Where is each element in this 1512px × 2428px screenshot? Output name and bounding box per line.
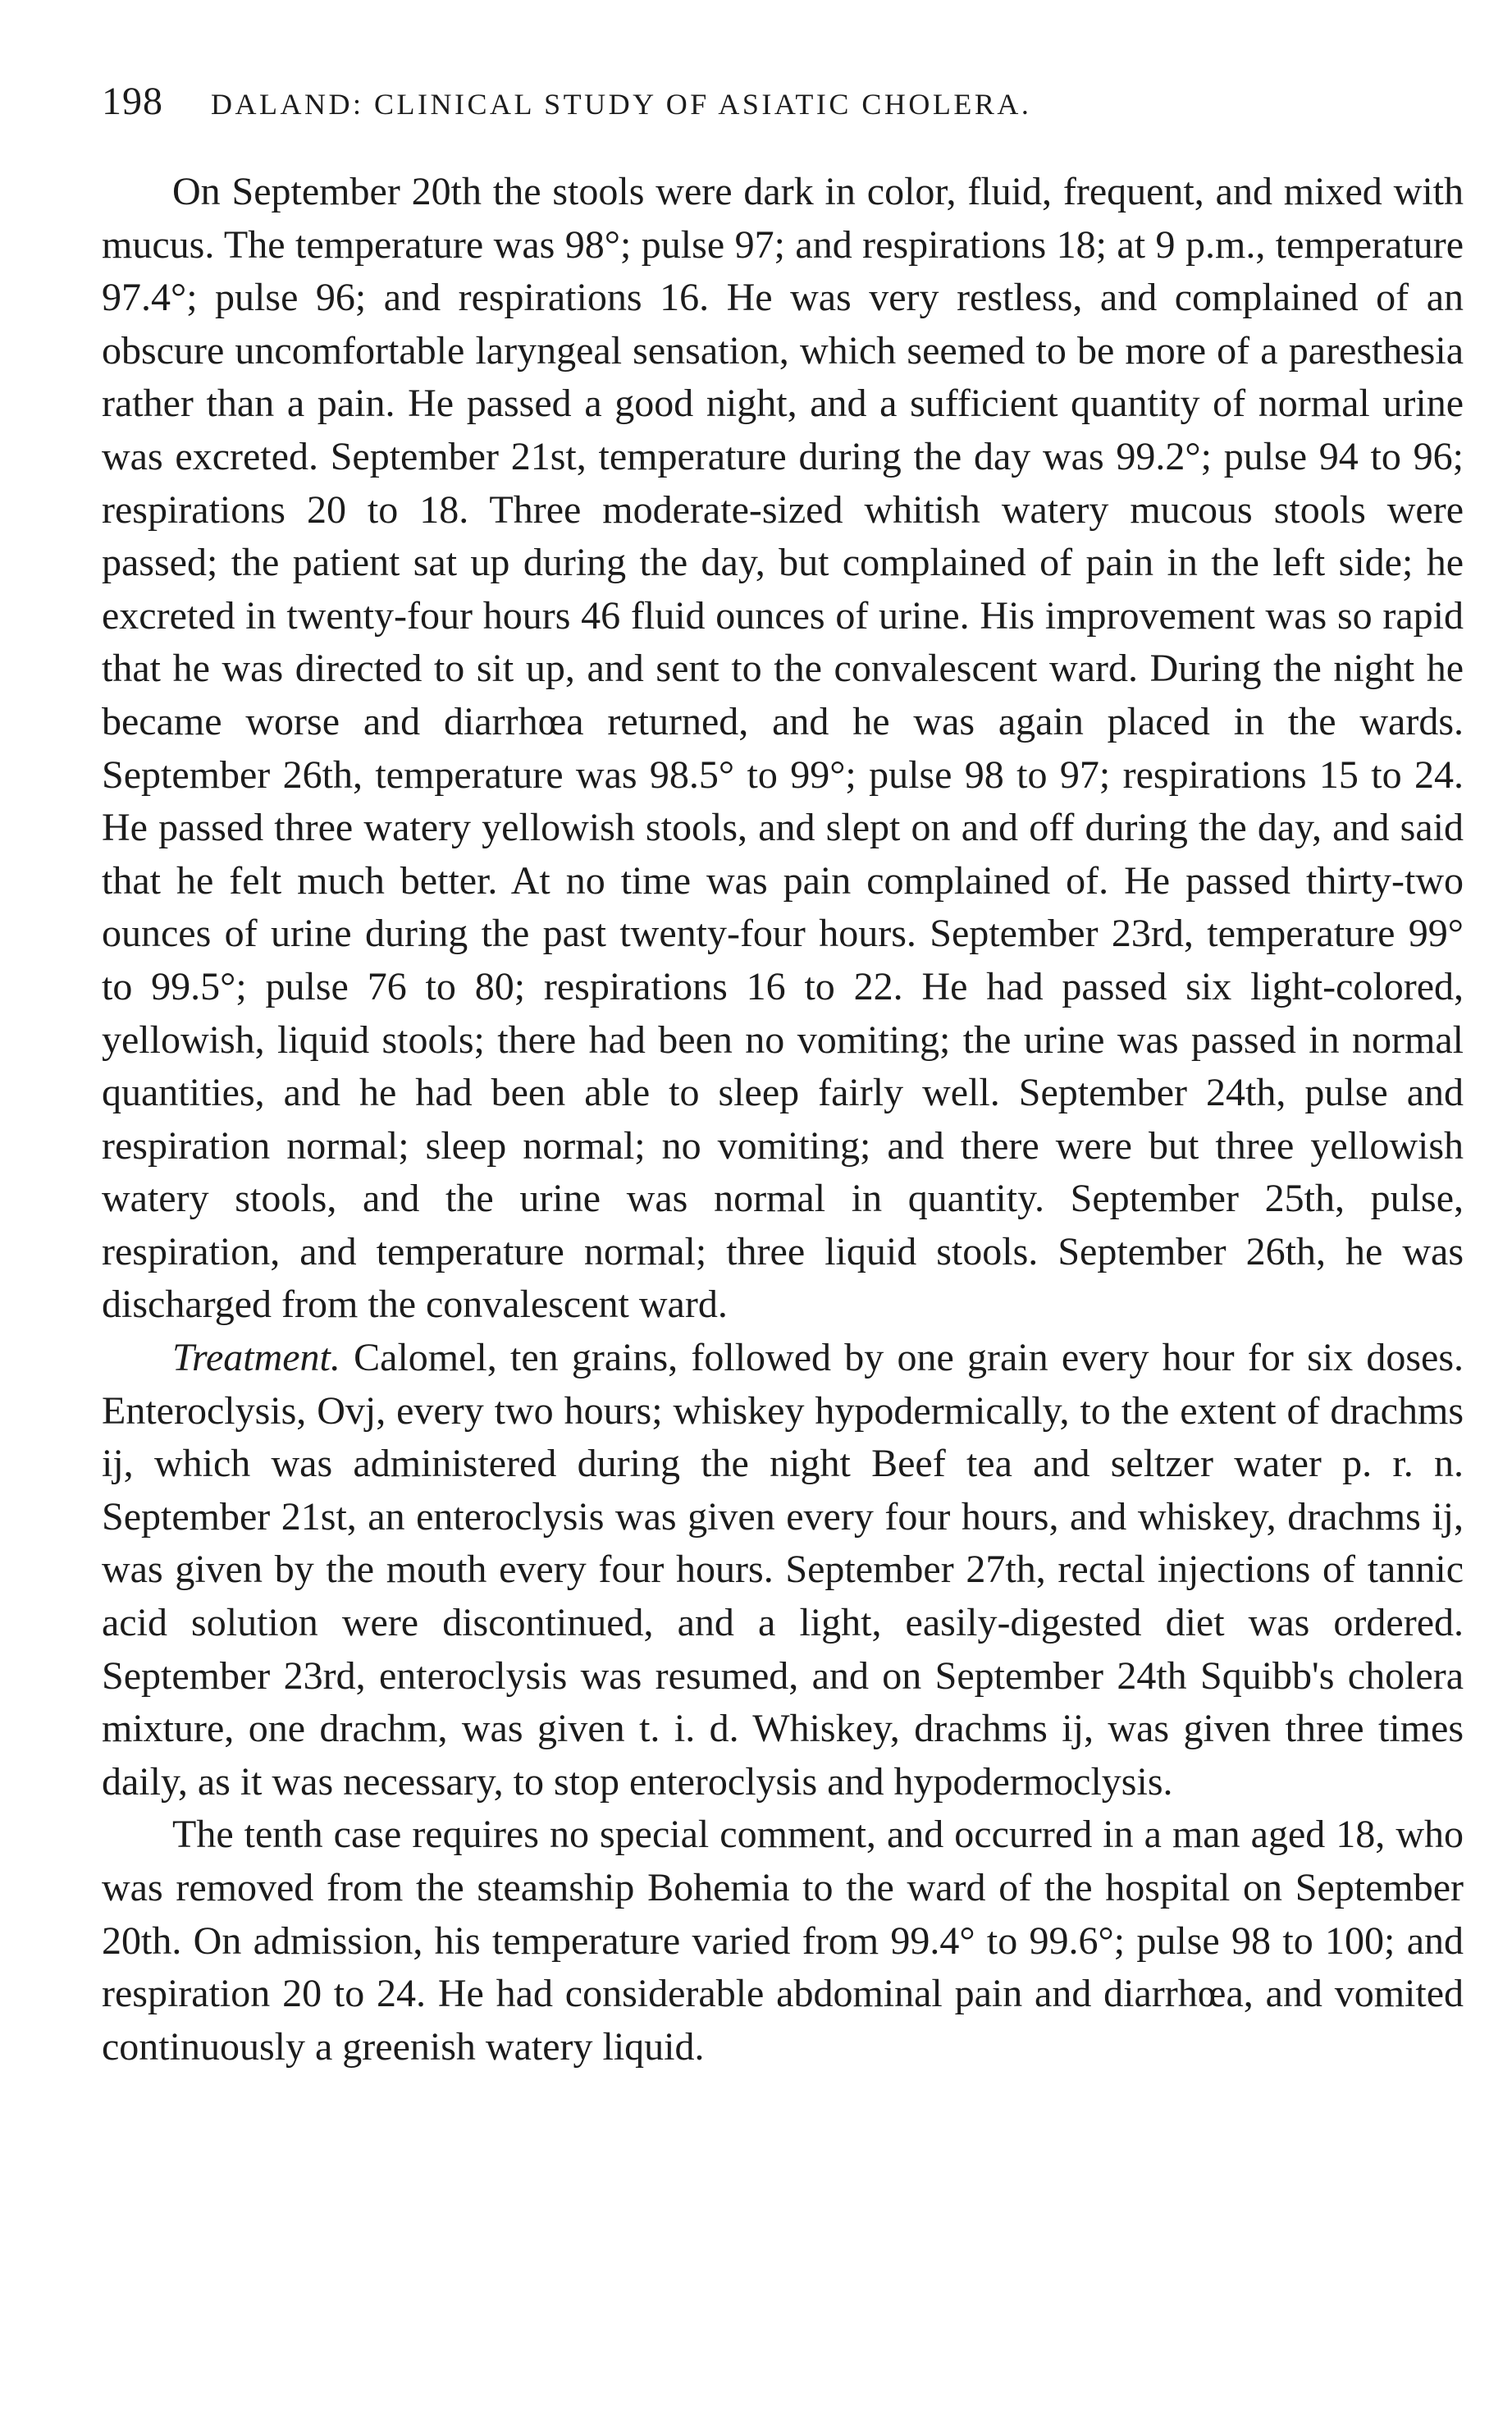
treatment-label: Treatment. — [172, 1336, 340, 1380]
paragraph-treatment — [102, 1332, 1464, 1808]
paragraph-case-notes: On September 20th the stools were dark in color, fluid, frequent, and mixed with mucus. The temperature was 98°; pulse 97; and respirations 18; at 9 p.m., temperature 97.4°; pulse 96; and respirations 16. He was very restless, and complained of an obscure uncomfortable laryngeal sensation, which seemed to be more of a paresthesia rather than a pain. He passed a good night, and a sufficient quantity of normal urine was excreted. September 21st, temperature during the day was 99.2°; pulse 94 to 96; respirations 20 to 18. Three moderate-sized whitish watery mucous stools were passed; the patient sat up during the day, but complained of pain in the left side; he excreted in twenty-four hours 46 fluid ounces of urine. His improvement was so rapid that he was directed to sit up, and sent to the convalescent ward. During the night he became worse and diarrhœa returned, and he was again placed in the wards. September 26th, temperature was 98.5° to 99°; pulse 98 to 97; respirations 15 to 24. He passed three watery yellowish stools, and slept on and off during the day, and said that he felt much better. At no time was pain complained of. He passed thirty-two ounces of urine during the past twenty-four hours. September 23rd, temperature 99° to 99.5°; pulse 76 to 80; respirations 16 to 22. He had passed six light-colored, yellowish, liquid stools; there had been no vomiting; the urine was passed in normal quantities, and he had been able to sleep fairly well. September 24th, pulse and respiration normal; sleep normal; no vomiting; and there were but three yellowish watery stools, and the urine was normal in quantity. September 25th, pulse, respiration, and temperature normal; three liquid stools. September 26th, he was discharged from the convalescent ward. — [102, 170, 1464, 1327]
running-header — [102, 79, 1464, 128]
treatment-text: Calomel, ten grains, followed by one grain every hour for six doses. Enteroclysis, Ovj, every two hours; whiskey hypodermically, to the extent of drachms ij, which was administered during the night Beef tea and seltzer water p. r. n. September 21st, an enteroclysis was given every four hours, and whiskey, drachms ij, was given by the mouth every four hours. September 27th, rectal injections of tannic acid solution were discontinued, and a light, easily-digested diet was ordered. September 23rd, enteroclysis was resumed, and on September 24th Squibb's cholera mixture, one drachm, was given t. i. d. Whiskey, drachms ij, was given three times daily, as it was necessary, to stop enteroclysis and hypodermoclysis. — [102, 1336, 1464, 1804]
paragraph-tenth-case: The tenth case requires no special comment, and occurred in a man aged 18, who was removed from the steamship Bohemia to the ward of the hospital on September 20th. On admission, his temperature varied from 99.4° to 99.6°; pulse 98 to 100; and respiration 20 to 24. He had considerable abdominal pain and diarrhœa, and vomited continuously a greenish watery liquid. — [102, 1813, 1464, 2069]
running-title: DALAND: CLINICAL STUDY OF ASIATIC CHOLERA. — [211, 88, 1032, 121]
page-number: 198 — [102, 80, 163, 123]
book-page — [102, 79, 1464, 2074]
body-text — [102, 166, 1464, 2074]
